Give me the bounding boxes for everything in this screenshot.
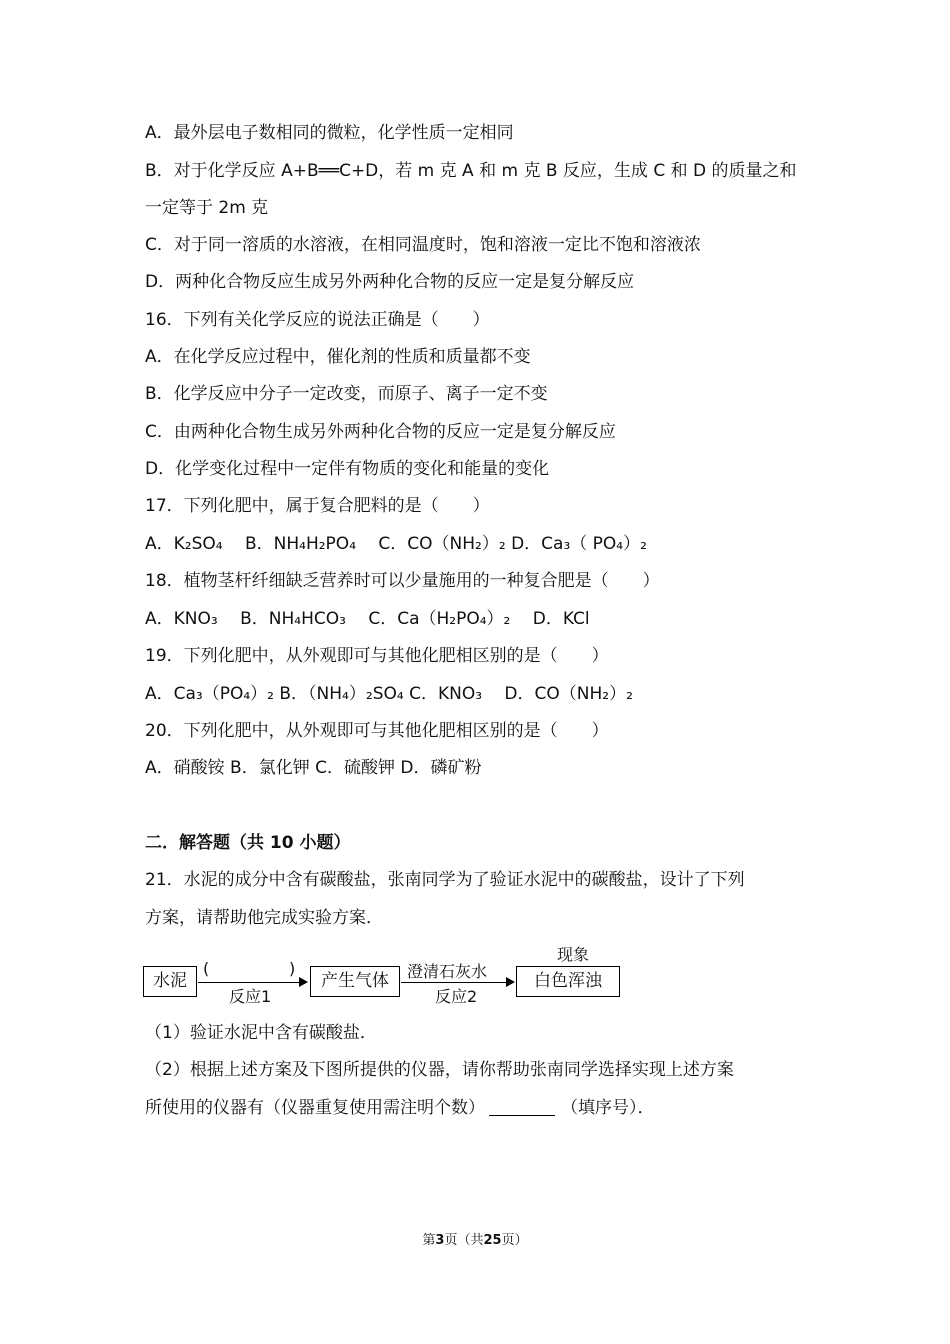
flow-arrow-1-head: [299, 977, 308, 987]
footer-page-number: 3: [435, 1233, 445, 1248]
flow-label-phenomenon: 现象: [557, 945, 590, 964]
footer-total-pages: 25: [483, 1233, 502, 1248]
option-line: A．在化学反应过程中，催化剂的性质和质量都不变: [145, 347, 531, 367]
flow-paren-open: (: [203, 959, 210, 978]
question-16: 16．下列有关化学反应的说法正确是（ ）: [145, 310, 490, 330]
question-18: 18．植物茎杆纤细缺乏营养时可以少量施用的一种复合肥是（ ）: [145, 571, 660, 591]
option-line: B．化学反应中分子一定改变，而原子、离子一定不变: [145, 384, 548, 404]
footer-prefix: 第: [422, 1233, 436, 1248]
answer-blank[interactable]: [489, 1097, 555, 1116]
flow-arrow-2: [401, 982, 507, 983]
flow-box-turbid: 白色浑浊: [516, 966, 620, 997]
flow-arrow-2-head: [506, 977, 515, 987]
flow-paren-close: ): [289, 959, 296, 978]
sub-question-2-suffix: （填序号）．: [561, 1098, 655, 1118]
option-line: A．最外层电子数相同的微粒，化学性质一定相同: [145, 123, 514, 143]
section-heading: 二．解答题（共 10 小题）: [145, 833, 351, 853]
question-19: 19．下列化肥中，从外观即可与其他化肥相区别的是（ ）: [145, 646, 609, 666]
experiment-flow-diagram: [143, 946, 628, 1004]
footer-suffix: 页）: [501, 1233, 528, 1248]
flow-label-reaction-2: 反应2: [435, 987, 478, 1006]
sub-question-2: （2）根据上述方案及下图所提供的仪器，请你帮助张南同学选择实现上述方案: [145, 1060, 734, 1080]
options-19: A．Ca₃（PO₄）₂ B．（NH₄）₂SO₄ C．KNO₃ D．CO（NH₂）₂: [145, 684, 633, 704]
sub-question-2-cont: [145, 1097, 655, 1119]
option-line: D．化学变化过程中一定伴有物质的变化和能量的变化: [145, 459, 550, 479]
question-17: 17．下列化肥中，属于复合肥料的是（ ）: [145, 496, 490, 516]
flow-label-reaction-1: 反应1: [229, 987, 272, 1006]
flow-box-gas: 产生气体: [310, 966, 400, 997]
option-line: C．由两种化合物生成另外两种化合物的反应一定是复分解反应: [145, 422, 616, 442]
option-line: D．两种化合物反应生成另外两种化合物的反应一定是复分解反应: [145, 272, 635, 292]
option-line: C．对于同一溶质的水溶液，在相同温度时，饱和溶液一定比不饱和溶液浓: [145, 235, 701, 255]
flow-label-reagent: 澄清石灰水: [407, 962, 488, 981]
option-line: B．对于化学反应 A+B══C+D，若 m 克 A 和 m 克 B 反应，生成 C 和 D 的质量之和: [145, 161, 797, 181]
options-20: A．硝酸铵 B．氯化钾 C．硫酸钾 D．磷矿粉: [145, 758, 482, 778]
sub-question-1: （1）验证水泥中含有碳酸盐．: [145, 1023, 377, 1043]
options-17: A．K₂SO₄ B．NH₄H₂PO₄ C．CO（NH₂）₂ D．Ca₃（ PO₄）₂: [145, 534, 647, 554]
option-line: 一定等于 2m 克: [145, 198, 269, 218]
options-18: A．KNO₃ B．NH₄HCO₃ C．Ca（H₂PO₄）₂ D．KCl: [145, 609, 590, 629]
question-21-cont: 方案，请帮助他完成实验方案．: [145, 908, 383, 928]
footer-mid: 页（共: [444, 1233, 484, 1248]
flow-box-cement: 水泥: [143, 966, 197, 997]
sub-question-2-text: 所使用的仪器有（仪器重复使用需注明个数）: [145, 1098, 485, 1118]
question-21: 21．水泥的成分中含有碳酸盐，张南同学为了验证水泥中的碳酸盐，设计了下列: [145, 870, 745, 890]
page-footer: [0, 1229, 950, 1248]
flow-arrow-1: [198, 982, 300, 983]
question-20: 20．下列化肥中，从外观即可与其他化肥相区别的是（ ）: [145, 721, 609, 741]
